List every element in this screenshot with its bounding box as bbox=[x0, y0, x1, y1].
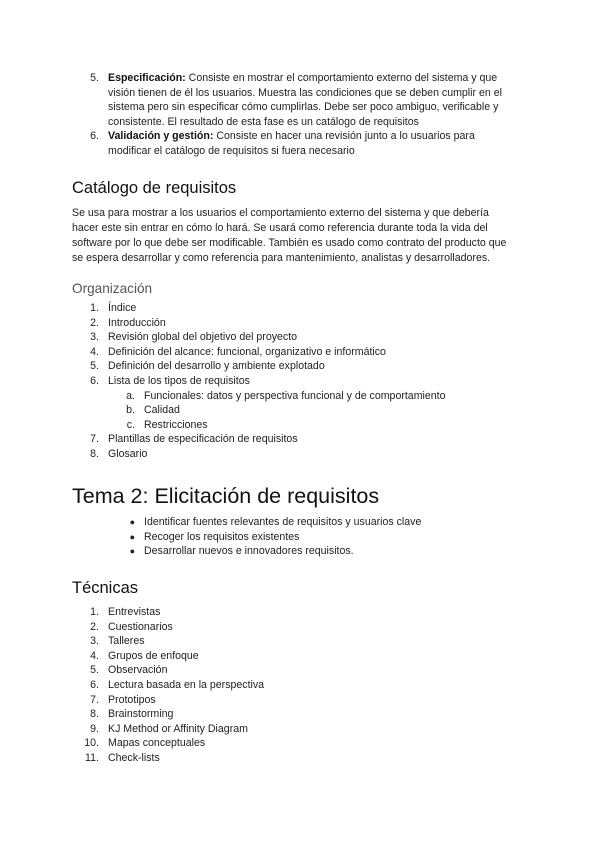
item-text: Recoger los requisitos existentes bbox=[144, 530, 300, 543]
item-number: 2. bbox=[90, 316, 99, 329]
item-text: Cuestionarios bbox=[108, 620, 173, 633]
techniques-list bbox=[0, 605, 600, 766]
list-item bbox=[0, 663, 600, 678]
item-number: 5. bbox=[90, 72, 99, 84]
techniques-section bbox=[0, 578, 600, 766]
list-item bbox=[0, 447, 600, 462]
item-text: Índice bbox=[108, 302, 137, 314]
item-number: 1. bbox=[90, 606, 99, 618]
item-text: Consiste en mostrar el comportamiento externo del sistema y que bbox=[185, 72, 498, 84]
item-text: Grupos de enfoque bbox=[108, 649, 199, 662]
item-number: 3. bbox=[90, 635, 99, 648]
list-item bbox=[0, 544, 600, 559]
item-text: Calidad bbox=[144, 404, 180, 417]
list-item bbox=[0, 301, 600, 316]
item-text: Revisión global del objetivo del proyecto bbox=[108, 331, 298, 344]
catalog-paragraph bbox=[0, 206, 600, 266]
item-text: Mapas conceptuales bbox=[108, 737, 206, 750]
list-item bbox=[0, 389, 600, 404]
list-item bbox=[0, 605, 600, 620]
item-number: 11. bbox=[85, 751, 99, 764]
list-item bbox=[0, 649, 600, 664]
item-text: KJ Method or Affinity Diagram bbox=[108, 722, 248, 735]
item-text: Consiste en hacer una revisión junto a lo usuarios para bbox=[213, 130, 475, 143]
list-item bbox=[0, 316, 600, 331]
item-text: consistente. El resultado de esta fase es un catálogo de requisitos bbox=[108, 115, 419, 128]
item-text: Desarrollar nuevos e innovadores requisitos. bbox=[144, 545, 354, 558]
item-number: 4. bbox=[90, 649, 99, 662]
item-number: 5. bbox=[90, 360, 99, 373]
item-number: 2. bbox=[90, 620, 99, 633]
item-number: 6. bbox=[90, 678, 99, 691]
chapter-title: Tema 2: Elicitación de requisitos bbox=[72, 484, 380, 508]
list-item bbox=[0, 129, 600, 158]
catalog-section bbox=[0, 178, 600, 266]
subsection-heading: Organización bbox=[72, 281, 153, 296]
list-item bbox=[0, 515, 600, 530]
list-item bbox=[0, 345, 600, 360]
item-number: 5. bbox=[90, 664, 99, 677]
item-number: 7. bbox=[90, 693, 99, 706]
item-text: Prototipos bbox=[108, 693, 156, 706]
section-heading: Técnicas bbox=[72, 579, 139, 597]
item-text: Lectura basada en la perspectiva bbox=[108, 678, 265, 691]
item-text: Check-lists bbox=[108, 751, 160, 764]
item-text: Glosario bbox=[108, 447, 148, 460]
item-text: Restricciones bbox=[144, 418, 208, 431]
list-item bbox=[0, 374, 600, 389]
list-item bbox=[0, 751, 600, 766]
item-number: c. bbox=[126, 418, 135, 431]
bullet-icon: ● bbox=[129, 531, 135, 542]
item-text: Brainstorming bbox=[108, 708, 174, 721]
organization-list bbox=[0, 301, 600, 462]
item-number: 6. bbox=[90, 374, 99, 387]
chapter-section bbox=[0, 483, 600, 559]
item-text: Identificar fuentes relevantes de requisitos y usuarios clave bbox=[144, 516, 422, 528]
item-term: Validación y gestión: bbox=[108, 130, 214, 143]
list-item bbox=[0, 359, 600, 374]
item-text: Plantillas de especificación de requisitos bbox=[108, 433, 298, 446]
item-text: Observación bbox=[108, 664, 168, 677]
paragraph-line: se espera desarrollar y como referencia para mantenimiento, analistas y desarrolladores. bbox=[72, 252, 491, 264]
item-text: Definición del desarrollo y ambiente explotado bbox=[108, 360, 325, 373]
item-text: Introducción bbox=[108, 316, 166, 329]
paragraph-line: Se usa para mostrar a los usuarios el comportamiento externo del sistema y que debería bbox=[72, 207, 489, 219]
item-number: 1. bbox=[90, 302, 99, 314]
item-text: Definición del alcance: funcional, organizativo e informático bbox=[108, 345, 386, 358]
item-number: 3. bbox=[90, 331, 99, 344]
item-text: Funcionales: datos y perspectiva funcional y de comportamiento bbox=[144, 389, 446, 402]
list-item bbox=[0, 403, 600, 418]
list-item bbox=[0, 71, 600, 129]
item-number: 10. bbox=[84, 737, 99, 750]
list-item bbox=[0, 634, 600, 649]
item-number: 9. bbox=[90, 722, 99, 735]
item-text: Talleres bbox=[108, 635, 145, 648]
item-number: 6. bbox=[90, 130, 99, 143]
list-item bbox=[0, 330, 600, 345]
list-item bbox=[0, 530, 600, 545]
goals-list bbox=[0, 515, 600, 559]
item-number: 4. bbox=[90, 345, 99, 358]
bullet-icon: ● bbox=[129, 517, 135, 527]
item-term: Especificación: bbox=[108, 72, 186, 84]
list-item bbox=[0, 418, 600, 433]
item-text: Entrevistas bbox=[108, 606, 161, 618]
item-number: 8. bbox=[90, 708, 99, 721]
item-text: Lista de los tipos de requisitos bbox=[108, 374, 250, 387]
list-item bbox=[0, 707, 600, 722]
list-item bbox=[0, 620, 600, 635]
bullet-icon: ● bbox=[129, 546, 135, 557]
item-number: 8. bbox=[90, 447, 99, 460]
organization-section bbox=[0, 280, 600, 462]
item-text: visión tienen de él los usuarios. Muestra las condiciones que se deben cumplir en el bbox=[108, 86, 502, 99]
item-number: a. bbox=[126, 389, 135, 402]
list-item bbox=[0, 736, 600, 751]
list-item bbox=[0, 432, 600, 447]
item-text: sistema pero sin especificar cómo cumplirlas. Debe ser poco ambiguo, verificable y bbox=[108, 101, 499, 114]
list-item bbox=[0, 678, 600, 693]
list-item bbox=[0, 722, 600, 737]
item-number: 7. bbox=[90, 433, 99, 446]
section-heading: Catálogo de requisitos bbox=[72, 179, 237, 197]
paragraph-line: hacer este sin entrar en cómo lo hará. Se usará como referencia durante toda la vida del bbox=[72, 222, 488, 234]
item-text: modificar el catálogo de requisitos si fuera necesario bbox=[108, 144, 355, 157]
item-number: b. bbox=[126, 404, 135, 417]
paragraph-line: software por lo que debe ser modificable. También es usado como contrato del producto que bbox=[72, 237, 507, 249]
list-item bbox=[0, 693, 600, 708]
phases-list bbox=[0, 71, 600, 159]
